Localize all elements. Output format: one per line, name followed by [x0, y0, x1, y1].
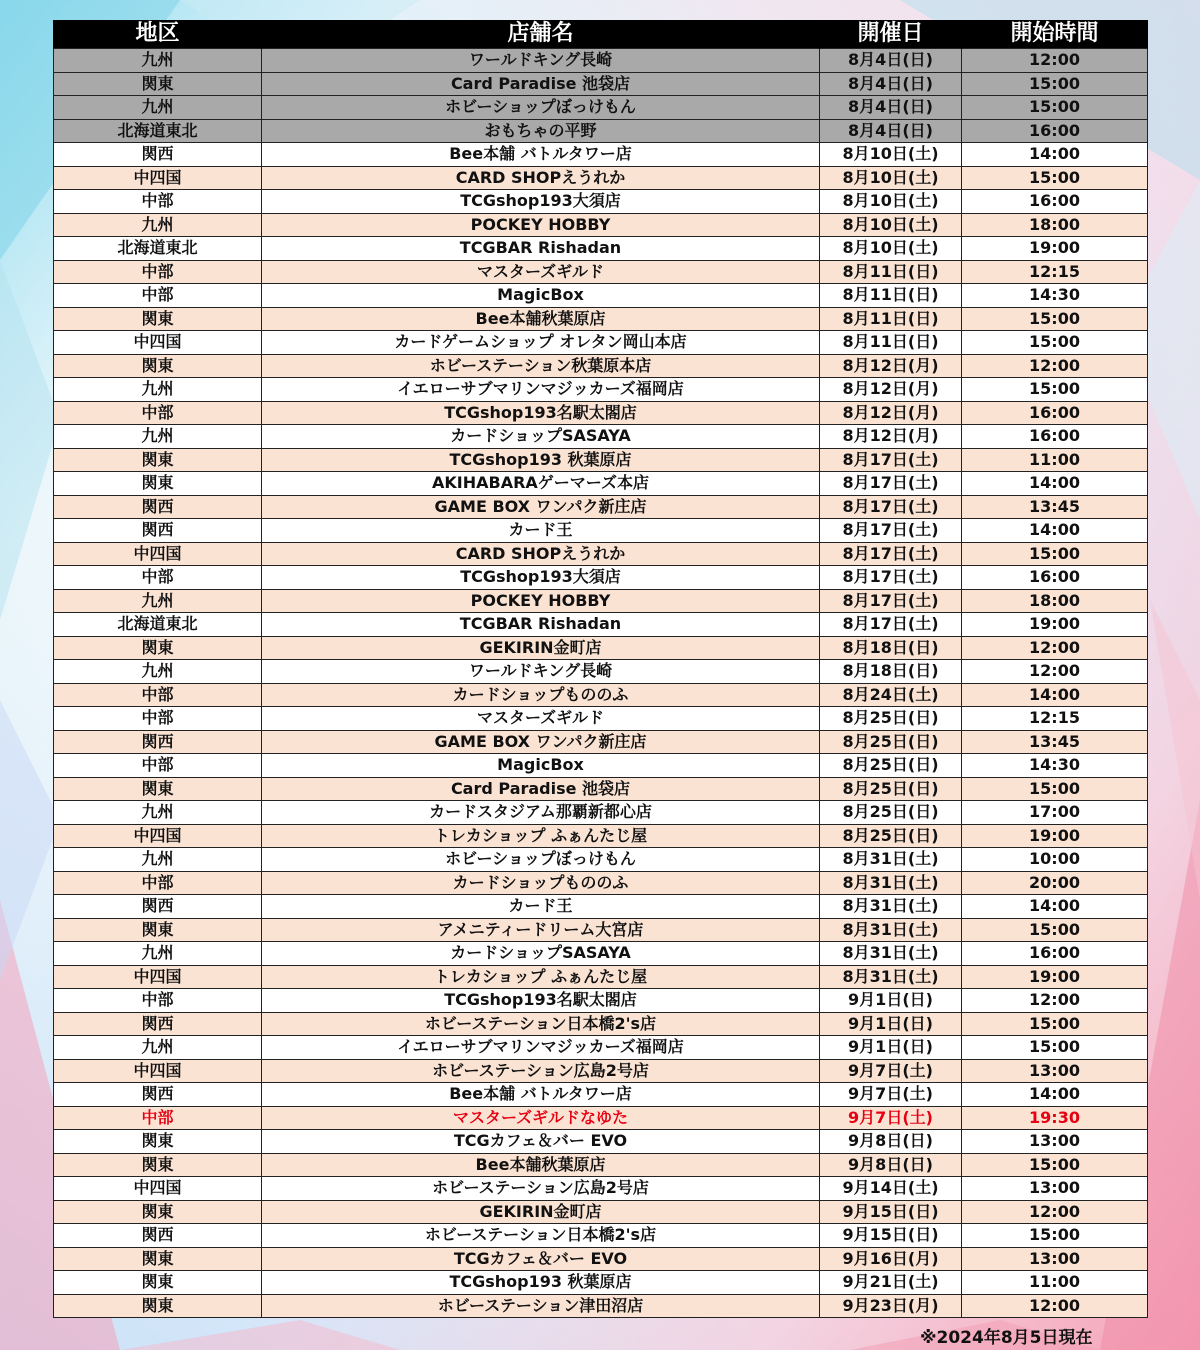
cell-store: AKIHABARAゲーマーズ本店: [262, 472, 820, 496]
cell-store: CARD SHOPえうれか: [262, 542, 820, 566]
cell-date: 8月25日(日): [820, 824, 962, 848]
cell-date: 9月23日(月): [820, 1294, 962, 1318]
table-row: [54, 425, 1148, 449]
cell-time: 12:15: [962, 707, 1148, 731]
cell-store: GEKIRIN金町店: [262, 636, 820, 660]
cell-date: 9月7日(土): [820, 1083, 962, 1107]
cell-date: 8月18日(日): [820, 636, 962, 660]
cell-store: TCGBAR Rishadan: [262, 613, 820, 637]
cell-store: Bee本舗 バトルタワー店: [262, 1083, 820, 1107]
cell-region: 関東: [54, 448, 262, 472]
cell-date: 8月17日(土): [820, 566, 962, 590]
cell-store: ワールドキング長崎: [262, 49, 820, 73]
table-row: [54, 566, 1148, 590]
cell-store: ホビーステーション広島2号店: [262, 1059, 820, 1083]
cell-region: 関東: [54, 1247, 262, 1271]
cell-store: GEKIRIN金町店: [262, 1200, 820, 1224]
cell-date: 8月17日(土): [820, 519, 962, 543]
cell-date: 8月10日(土): [820, 166, 962, 190]
cell-store: ホビーステーション広島2号店: [262, 1177, 820, 1201]
cell-store: カードスタジアム那覇新都心店: [262, 801, 820, 825]
cell-time: 15:00: [962, 542, 1148, 566]
cell-date: 9月8日(日): [820, 1153, 962, 1177]
cell-time: 15:00: [962, 1012, 1148, 1036]
cell-store: おもちゃの平野: [262, 119, 820, 143]
cell-region: 関西: [54, 1083, 262, 1107]
cell-time: 12:00: [962, 1200, 1148, 1224]
cell-time: 14:00: [962, 143, 1148, 167]
cell-date: 8月10日(土): [820, 213, 962, 237]
cell-time: 15:00: [962, 378, 1148, 402]
cell-time: 15:00: [962, 72, 1148, 96]
cell-time: 18:00: [962, 589, 1148, 613]
cell-date: 8月31日(土): [820, 871, 962, 895]
cell-store: TCGカフェ＆バー EVO: [262, 1247, 820, 1271]
cell-time: 12:00: [962, 660, 1148, 684]
cell-store: マスターズギルド: [262, 260, 820, 284]
cell-date: 8月12日(月): [820, 401, 962, 425]
table-row: [54, 1012, 1148, 1036]
cell-store: イエローサブマリンマジッカーズ福岡店: [262, 378, 820, 402]
cell-store: ホビーステーション日本橋2's店: [262, 1224, 820, 1248]
cell-store: カード王: [262, 519, 820, 543]
cell-region: 九州: [54, 1036, 262, 1060]
cell-date: 8月4日(日): [820, 72, 962, 96]
table-row: [54, 1083, 1148, 1107]
cell-date: 9月7日(土): [820, 1059, 962, 1083]
cell-time: 16:00: [962, 401, 1148, 425]
table-row: [54, 472, 1148, 496]
cell-date: 8月4日(日): [820, 49, 962, 73]
cell-store: ホビーショップぼっけもん: [262, 848, 820, 872]
cell-time: 14:30: [962, 754, 1148, 778]
cell-region: 関西: [54, 519, 262, 543]
table-row: [54, 989, 1148, 1013]
cell-time: 14:00: [962, 1083, 1148, 1107]
cell-time: 14:30: [962, 284, 1148, 308]
cell-store: Card Paradise 池袋店: [262, 72, 820, 96]
cell-time: 12:15: [962, 260, 1148, 284]
table-row: [54, 284, 1148, 308]
cell-region: 中部: [54, 989, 262, 1013]
cell-time: 13:00: [962, 1130, 1148, 1154]
table-row: [54, 1036, 1148, 1060]
schedule-table: [53, 20, 1148, 1318]
cell-time: 14:00: [962, 519, 1148, 543]
cell-store: カードゲームショップ オレタン岡山本店: [262, 331, 820, 355]
cell-date: 9月1日(日): [820, 989, 962, 1013]
cell-region: 関西: [54, 1012, 262, 1036]
cell-region: 中部: [54, 1106, 262, 1130]
cell-time: 15:00: [962, 307, 1148, 331]
cell-date: 8月17日(土): [820, 472, 962, 496]
cell-region: 中部: [54, 754, 262, 778]
cell-store: MagicBox: [262, 284, 820, 308]
cell-region: 九州: [54, 848, 262, 872]
cell-time: 16:00: [962, 942, 1148, 966]
header-date: 開催日: [820, 20, 962, 49]
table-row: [54, 848, 1148, 872]
cell-store: マスターズギルドなゆた: [262, 1106, 820, 1130]
cell-date: 8月31日(土): [820, 848, 962, 872]
cell-store: イエローサブマリンマジッカーズ福岡店: [262, 1036, 820, 1060]
table-row: [54, 1177, 1148, 1201]
cell-store: CARD SHOPえうれか: [262, 166, 820, 190]
table-row: [54, 495, 1148, 519]
cell-region: 九州: [54, 660, 262, 684]
table-row: [54, 307, 1148, 331]
cell-region: 関東: [54, 72, 262, 96]
cell-region: 中部: [54, 284, 262, 308]
cell-time: 18:00: [962, 213, 1148, 237]
cell-store: トレカショップ ふぁんたじ屋: [262, 824, 820, 848]
cell-store: GAME BOX ワンパク新庄店: [262, 730, 820, 754]
cell-region: 中部: [54, 566, 262, 590]
cell-region: 関西: [54, 495, 262, 519]
cell-date: 8月11日(日): [820, 284, 962, 308]
as-of-note: ※2024年8月5日現在: [920, 1328, 1093, 1348]
cell-store: ホビーステーション津田沼店: [262, 1294, 820, 1318]
cell-time: 13:45: [962, 495, 1148, 519]
cell-date: 8月11日(日): [820, 331, 962, 355]
cell-store: カード王: [262, 895, 820, 919]
cell-region: 九州: [54, 942, 262, 966]
cell-date: 8月12日(月): [820, 378, 962, 402]
table-row: [54, 143, 1148, 167]
table-row: [54, 754, 1148, 778]
cell-time: 14:00: [962, 472, 1148, 496]
cell-date: 9月16日(月): [820, 1247, 962, 1271]
cell-store: Bee本舗 バトルタワー店: [262, 143, 820, 167]
cell-store: アメニティードリーム大宮店: [262, 918, 820, 942]
table-row: [54, 96, 1148, 120]
cell-region: 中部: [54, 871, 262, 895]
cell-region: 九州: [54, 589, 262, 613]
cell-time: 15:00: [962, 96, 1148, 120]
table-row: [54, 378, 1148, 402]
table-row: [54, 448, 1148, 472]
header-start-time: 開始時間: [962, 20, 1148, 49]
cell-date: 8月24日(土): [820, 683, 962, 707]
cell-date: 9月14日(土): [820, 1177, 962, 1201]
cell-store: ワールドキング長崎: [262, 660, 820, 684]
cell-date: 8月10日(土): [820, 237, 962, 261]
cell-region: 北海道東北: [54, 613, 262, 637]
cell-date: 9月1日(日): [820, 1036, 962, 1060]
cell-date: 8月25日(日): [820, 754, 962, 778]
cell-date: 8月31日(土): [820, 918, 962, 942]
cell-time: 13:45: [962, 730, 1148, 754]
table-header-row: [54, 20, 1148, 49]
cell-store: カードショップSASAYA: [262, 942, 820, 966]
table-body: [54, 49, 1148, 1318]
cell-time: 19:00: [962, 965, 1148, 989]
cell-date: 8月12日(月): [820, 354, 962, 378]
cell-date: 9月8日(日): [820, 1130, 962, 1154]
cell-region: 中四国: [54, 824, 262, 848]
cell-store: ホビーショップぼっけもん: [262, 96, 820, 120]
cell-region: 関東: [54, 354, 262, 378]
cell-time: 11:00: [962, 1271, 1148, 1295]
table-row: [54, 801, 1148, 825]
cell-store: トレカショップ ふぁんたじ屋: [262, 965, 820, 989]
cell-region: 関東: [54, 472, 262, 496]
cell-date: 8月25日(日): [820, 730, 962, 754]
table-row: [54, 613, 1148, 637]
cell-store: TCGshop193 秋葉原店: [262, 1271, 820, 1295]
cell-date: 8月17日(土): [820, 613, 962, 637]
cell-region: 関東: [54, 1153, 262, 1177]
cell-date: 8月18日(日): [820, 660, 962, 684]
cell-store: TCGshop193大須店: [262, 566, 820, 590]
cell-store: ホビーステーション秋葉原本店: [262, 354, 820, 378]
cell-region: 中四国: [54, 542, 262, 566]
cell-time: 15:00: [962, 1224, 1148, 1248]
cell-store: TCGBAR Rishadan: [262, 237, 820, 261]
cell-store: Card Paradise 池袋店: [262, 777, 820, 801]
table-row: [54, 542, 1148, 566]
cell-date: 8月31日(土): [820, 895, 962, 919]
table-row: [54, 1153, 1148, 1177]
cell-time: 12:00: [962, 49, 1148, 73]
cell-date: 8月11日(日): [820, 260, 962, 284]
cell-store: TCGshop193 秋葉原店: [262, 448, 820, 472]
cell-time: 15:00: [962, 777, 1148, 801]
table-row: [54, 166, 1148, 190]
table-row: [54, 331, 1148, 355]
cell-date: 8月4日(日): [820, 119, 962, 143]
cell-region: 中四国: [54, 965, 262, 989]
cell-store: TCGshop193名駅太閤店: [262, 401, 820, 425]
table-row: [54, 119, 1148, 143]
cell-date: 9月1日(日): [820, 1012, 962, 1036]
table-row: [54, 49, 1148, 73]
cell-time: 14:00: [962, 895, 1148, 919]
table-row: [54, 72, 1148, 96]
table-row: [54, 707, 1148, 731]
cell-time: 12:00: [962, 989, 1148, 1013]
table-row: [54, 871, 1148, 895]
cell-time: 15:00: [962, 918, 1148, 942]
cell-region: 関東: [54, 777, 262, 801]
cell-date: 9月15日(日): [820, 1224, 962, 1248]
cell-region: 関西: [54, 143, 262, 167]
cell-time: 16:00: [962, 119, 1148, 143]
cell-store: Bee本舗秋葉原店: [262, 1153, 820, 1177]
cell-region: 関東: [54, 1294, 262, 1318]
cell-region: 中部: [54, 683, 262, 707]
cell-store: POCKEY HOBBY: [262, 213, 820, 237]
table-row: [54, 519, 1148, 543]
cell-date: 8月17日(土): [820, 589, 962, 613]
table-row: [54, 683, 1148, 707]
cell-region: 北海道東北: [54, 237, 262, 261]
cell-region: 九州: [54, 49, 262, 73]
cell-region: 中部: [54, 707, 262, 731]
table-row: [54, 589, 1148, 613]
cell-time: 19:00: [962, 237, 1148, 261]
cell-time: 12:00: [962, 636, 1148, 660]
cell-date: 8月31日(土): [820, 965, 962, 989]
cell-region: 九州: [54, 378, 262, 402]
cell-store: カードショップSASAYA: [262, 425, 820, 449]
cell-date: 8月10日(土): [820, 190, 962, 214]
header-region: 地区: [54, 20, 262, 49]
cell-store: MagicBox: [262, 754, 820, 778]
cell-region: 中部: [54, 260, 262, 284]
cell-store: ホビーステーション日本橋2's店: [262, 1012, 820, 1036]
table-row: [54, 1200, 1148, 1224]
cell-region: 関西: [54, 1224, 262, 1248]
table-row: [54, 895, 1148, 919]
cell-date: 8月11日(日): [820, 307, 962, 331]
cell-store: GAME BOX ワンパク新庄店: [262, 495, 820, 519]
cell-date: 8月12日(月): [820, 425, 962, 449]
cell-store: POCKEY HOBBY: [262, 589, 820, 613]
table-row: [54, 1271, 1148, 1295]
cell-time: 16:00: [962, 425, 1148, 449]
cell-store: マスターズギルド: [262, 707, 820, 731]
cell-date: 9月21日(土): [820, 1271, 962, 1295]
cell-date: 8月10日(土): [820, 143, 962, 167]
table-row: [54, 260, 1148, 284]
table-row: [54, 1130, 1148, 1154]
cell-date: 8月25日(日): [820, 707, 962, 731]
cell-time: 14:00: [962, 683, 1148, 707]
cell-time: 16:00: [962, 190, 1148, 214]
cell-store: TCGカフェ＆バー EVO: [262, 1130, 820, 1154]
cell-region: 九州: [54, 96, 262, 120]
cell-time: 15:00: [962, 331, 1148, 355]
cell-date: 8月17日(土): [820, 495, 962, 519]
cell-time: 15:00: [962, 166, 1148, 190]
cell-time: 19:00: [962, 613, 1148, 637]
table-row: [54, 354, 1148, 378]
table-row: [54, 1059, 1148, 1083]
table-row: [54, 1294, 1148, 1318]
cell-date: 8月17日(土): [820, 448, 962, 472]
table-row: [54, 942, 1148, 966]
table-row: [54, 660, 1148, 684]
table-row: [54, 401, 1148, 425]
cell-time: 13:00: [962, 1247, 1148, 1271]
cell-time: 20:00: [962, 871, 1148, 895]
cell-store: TCGshop193大須店: [262, 190, 820, 214]
cell-region: 関東: [54, 1271, 262, 1295]
table-row: [54, 190, 1148, 214]
cell-region: 九州: [54, 801, 262, 825]
cell-store: TCGshop193名駅太閤店: [262, 989, 820, 1013]
table-row: [54, 1106, 1148, 1130]
header-store: 店舗名: [262, 20, 820, 49]
cell-region: 北海道東北: [54, 119, 262, 143]
table-row: [54, 213, 1148, 237]
cell-date: 8月25日(日): [820, 801, 962, 825]
cell-store: カードショップもののふ: [262, 871, 820, 895]
cell-time: 17:00: [962, 801, 1148, 825]
table-row: [54, 1224, 1148, 1248]
cell-region: 関西: [54, 730, 262, 754]
table-row: [54, 237, 1148, 261]
cell-date: 8月17日(土): [820, 542, 962, 566]
cell-region: 関東: [54, 1130, 262, 1154]
cell-region: 関西: [54, 895, 262, 919]
cell-time: 13:00: [962, 1177, 1148, 1201]
cell-store: カードショップもののふ: [262, 683, 820, 707]
cell-region: 中部: [54, 190, 262, 214]
cell-time: 15:00: [962, 1036, 1148, 1060]
cell-region: 中部: [54, 401, 262, 425]
schedule-table-container: [53, 20, 1147, 1318]
cell-time: 19:00: [962, 824, 1148, 848]
cell-time: 12:00: [962, 1294, 1148, 1318]
cell-time: 12:00: [962, 354, 1148, 378]
cell-region: 九州: [54, 425, 262, 449]
cell-region: 関東: [54, 1200, 262, 1224]
cell-region: 中四国: [54, 166, 262, 190]
cell-region: 関東: [54, 636, 262, 660]
table-row: [54, 730, 1148, 754]
table-row: [54, 1247, 1148, 1271]
cell-time: 11:00: [962, 448, 1148, 472]
table-row: [54, 918, 1148, 942]
cell-time: 19:30: [962, 1106, 1148, 1130]
cell-time: 15:00: [962, 1153, 1148, 1177]
table-row: [54, 636, 1148, 660]
cell-region: 中四国: [54, 331, 262, 355]
cell-region: 中四国: [54, 1059, 262, 1083]
cell-store: Bee本舗秋葉原店: [262, 307, 820, 331]
table-row: [54, 777, 1148, 801]
table-row: [54, 965, 1148, 989]
cell-date: 8月4日(日): [820, 96, 962, 120]
cell-date: 9月15日(日): [820, 1200, 962, 1224]
cell-region: 中四国: [54, 1177, 262, 1201]
cell-time: 13:00: [962, 1059, 1148, 1083]
cell-date: 8月25日(日): [820, 777, 962, 801]
cell-region: 関東: [54, 307, 262, 331]
cell-region: 関東: [54, 918, 262, 942]
table-row: [54, 824, 1148, 848]
cell-time: 16:00: [962, 566, 1148, 590]
cell-date: 9月7日(土): [820, 1106, 962, 1130]
cell-time: 10:00: [962, 848, 1148, 872]
cell-date: 8月31日(土): [820, 942, 962, 966]
cell-region: 九州: [54, 213, 262, 237]
